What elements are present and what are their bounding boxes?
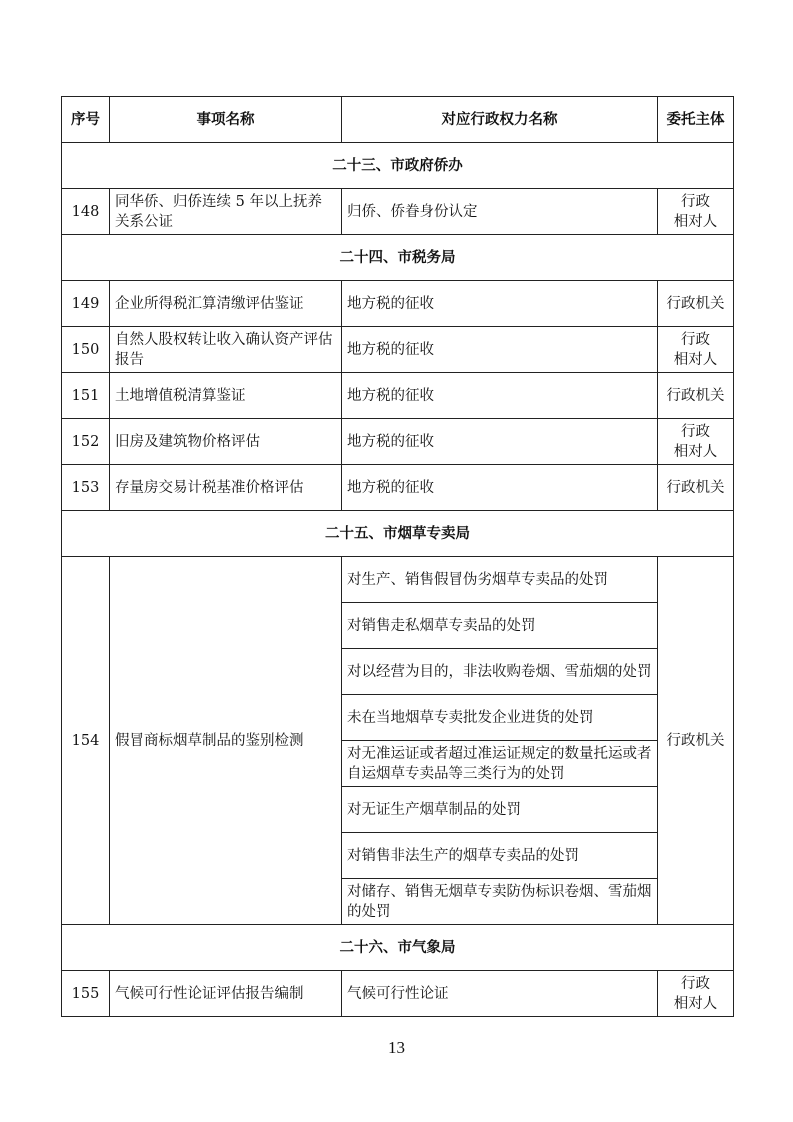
row-entrust: 行政机关 <box>658 557 734 925</box>
row-item: 旧房及建筑物价格评估 <box>110 419 342 465</box>
row-seq: 151 <box>62 373 110 419</box>
header-entrust: 委托主体 <box>658 97 734 143</box>
table-row <box>62 189 734 235</box>
row-power: 对无准运证或者超过准运证规定的数量托运或者自运烟草专卖品等三类行为的处罚 <box>342 741 658 787</box>
header-seq: 序号 <box>62 97 110 143</box>
row-power: 归侨、侨眷身份认定 <box>342 189 658 235</box>
row-entrust: 行政 相对人 <box>658 327 734 373</box>
row-entrust: 行政 相对人 <box>658 971 734 1017</box>
section-title: 二十五、市烟草专卖局 <box>62 511 734 557</box>
entrusted-items-table <box>61 96 734 1017</box>
row-power: 地方税的征收 <box>342 327 658 373</box>
section-title: 二十六、市气象局 <box>62 925 734 971</box>
section-row <box>62 235 734 281</box>
row-power: 对销售非法生产的烟草专卖品的处罚 <box>342 833 658 879</box>
row-entrust: 行政机关 <box>658 281 734 327</box>
section-title: 二十四、市税务局 <box>62 235 734 281</box>
table-row <box>62 281 734 327</box>
table-row <box>62 373 734 419</box>
table-row <box>62 419 734 465</box>
row-item: 企业所得税汇算清缴评估鉴证 <box>110 281 342 327</box>
row-item: 气候可行性论证评估报告编制 <box>110 971 342 1017</box>
row-power: 对储存、销售无烟草专卖防伪标识卷烟、雪茄烟的处罚 <box>342 879 658 925</box>
row-item: 存量房交易计税基准价格评估 <box>110 465 342 511</box>
row-seq: 148 <box>62 189 110 235</box>
row-item: 同华侨、归侨连续 5 年以上抚养关系公证 <box>110 189 342 235</box>
section-row <box>62 511 734 557</box>
section-row <box>62 143 734 189</box>
row-seq: 155 <box>62 971 110 1017</box>
row-item: 自然人股权转让收入确认资产评估报告 <box>110 327 342 373</box>
row-power: 对无证生产烟草制品的处罚 <box>342 787 658 833</box>
row-power: 对生产、销售假冒伪劣烟草专卖品的处罚 <box>342 557 658 603</box>
page-number: 13 <box>388 1038 405 1057</box>
table-row <box>62 465 734 511</box>
table-row <box>62 557 734 603</box>
header-item: 事项名称 <box>110 97 342 143</box>
header-row <box>62 97 734 143</box>
row-entrust: 行政 相对人 <box>658 189 734 235</box>
row-seq: 154 <box>62 557 110 925</box>
row-entrust: 行政机关 <box>658 373 734 419</box>
row-power: 地方税的征收 <box>342 373 658 419</box>
row-power: 地方税的征收 <box>342 281 658 327</box>
row-seq: 152 <box>62 419 110 465</box>
section-row <box>62 925 734 971</box>
row-power: 未在当地烟草专卖批发企业进货的处罚 <box>342 695 658 741</box>
row-item: 土地增值税清算鉴证 <box>110 373 342 419</box>
row-seq: 149 <box>62 281 110 327</box>
row-power: 对以经营为目的，非法收购卷烟、雪茄烟的处罚 <box>342 649 658 695</box>
table-row <box>62 327 734 373</box>
header-power: 对应行政权力名称 <box>342 97 658 143</box>
row-item: 假冒商标烟草制品的鉴别检测 <box>110 557 342 925</box>
row-power: 地方税的征收 <box>342 465 658 511</box>
row-power: 地方税的征收 <box>342 419 658 465</box>
row-power: 对销售走私烟草专卖品的处罚 <box>342 603 658 649</box>
row-seq: 150 <box>62 327 110 373</box>
section-title: 二十三、市政府侨办 <box>62 143 734 189</box>
row-seq: 153 <box>62 465 110 511</box>
row-entrust: 行政 相对人 <box>658 419 734 465</box>
row-entrust: 行政机关 <box>658 465 734 511</box>
row-power: 气候可行性论证 <box>342 971 658 1017</box>
table-row <box>62 971 734 1017</box>
